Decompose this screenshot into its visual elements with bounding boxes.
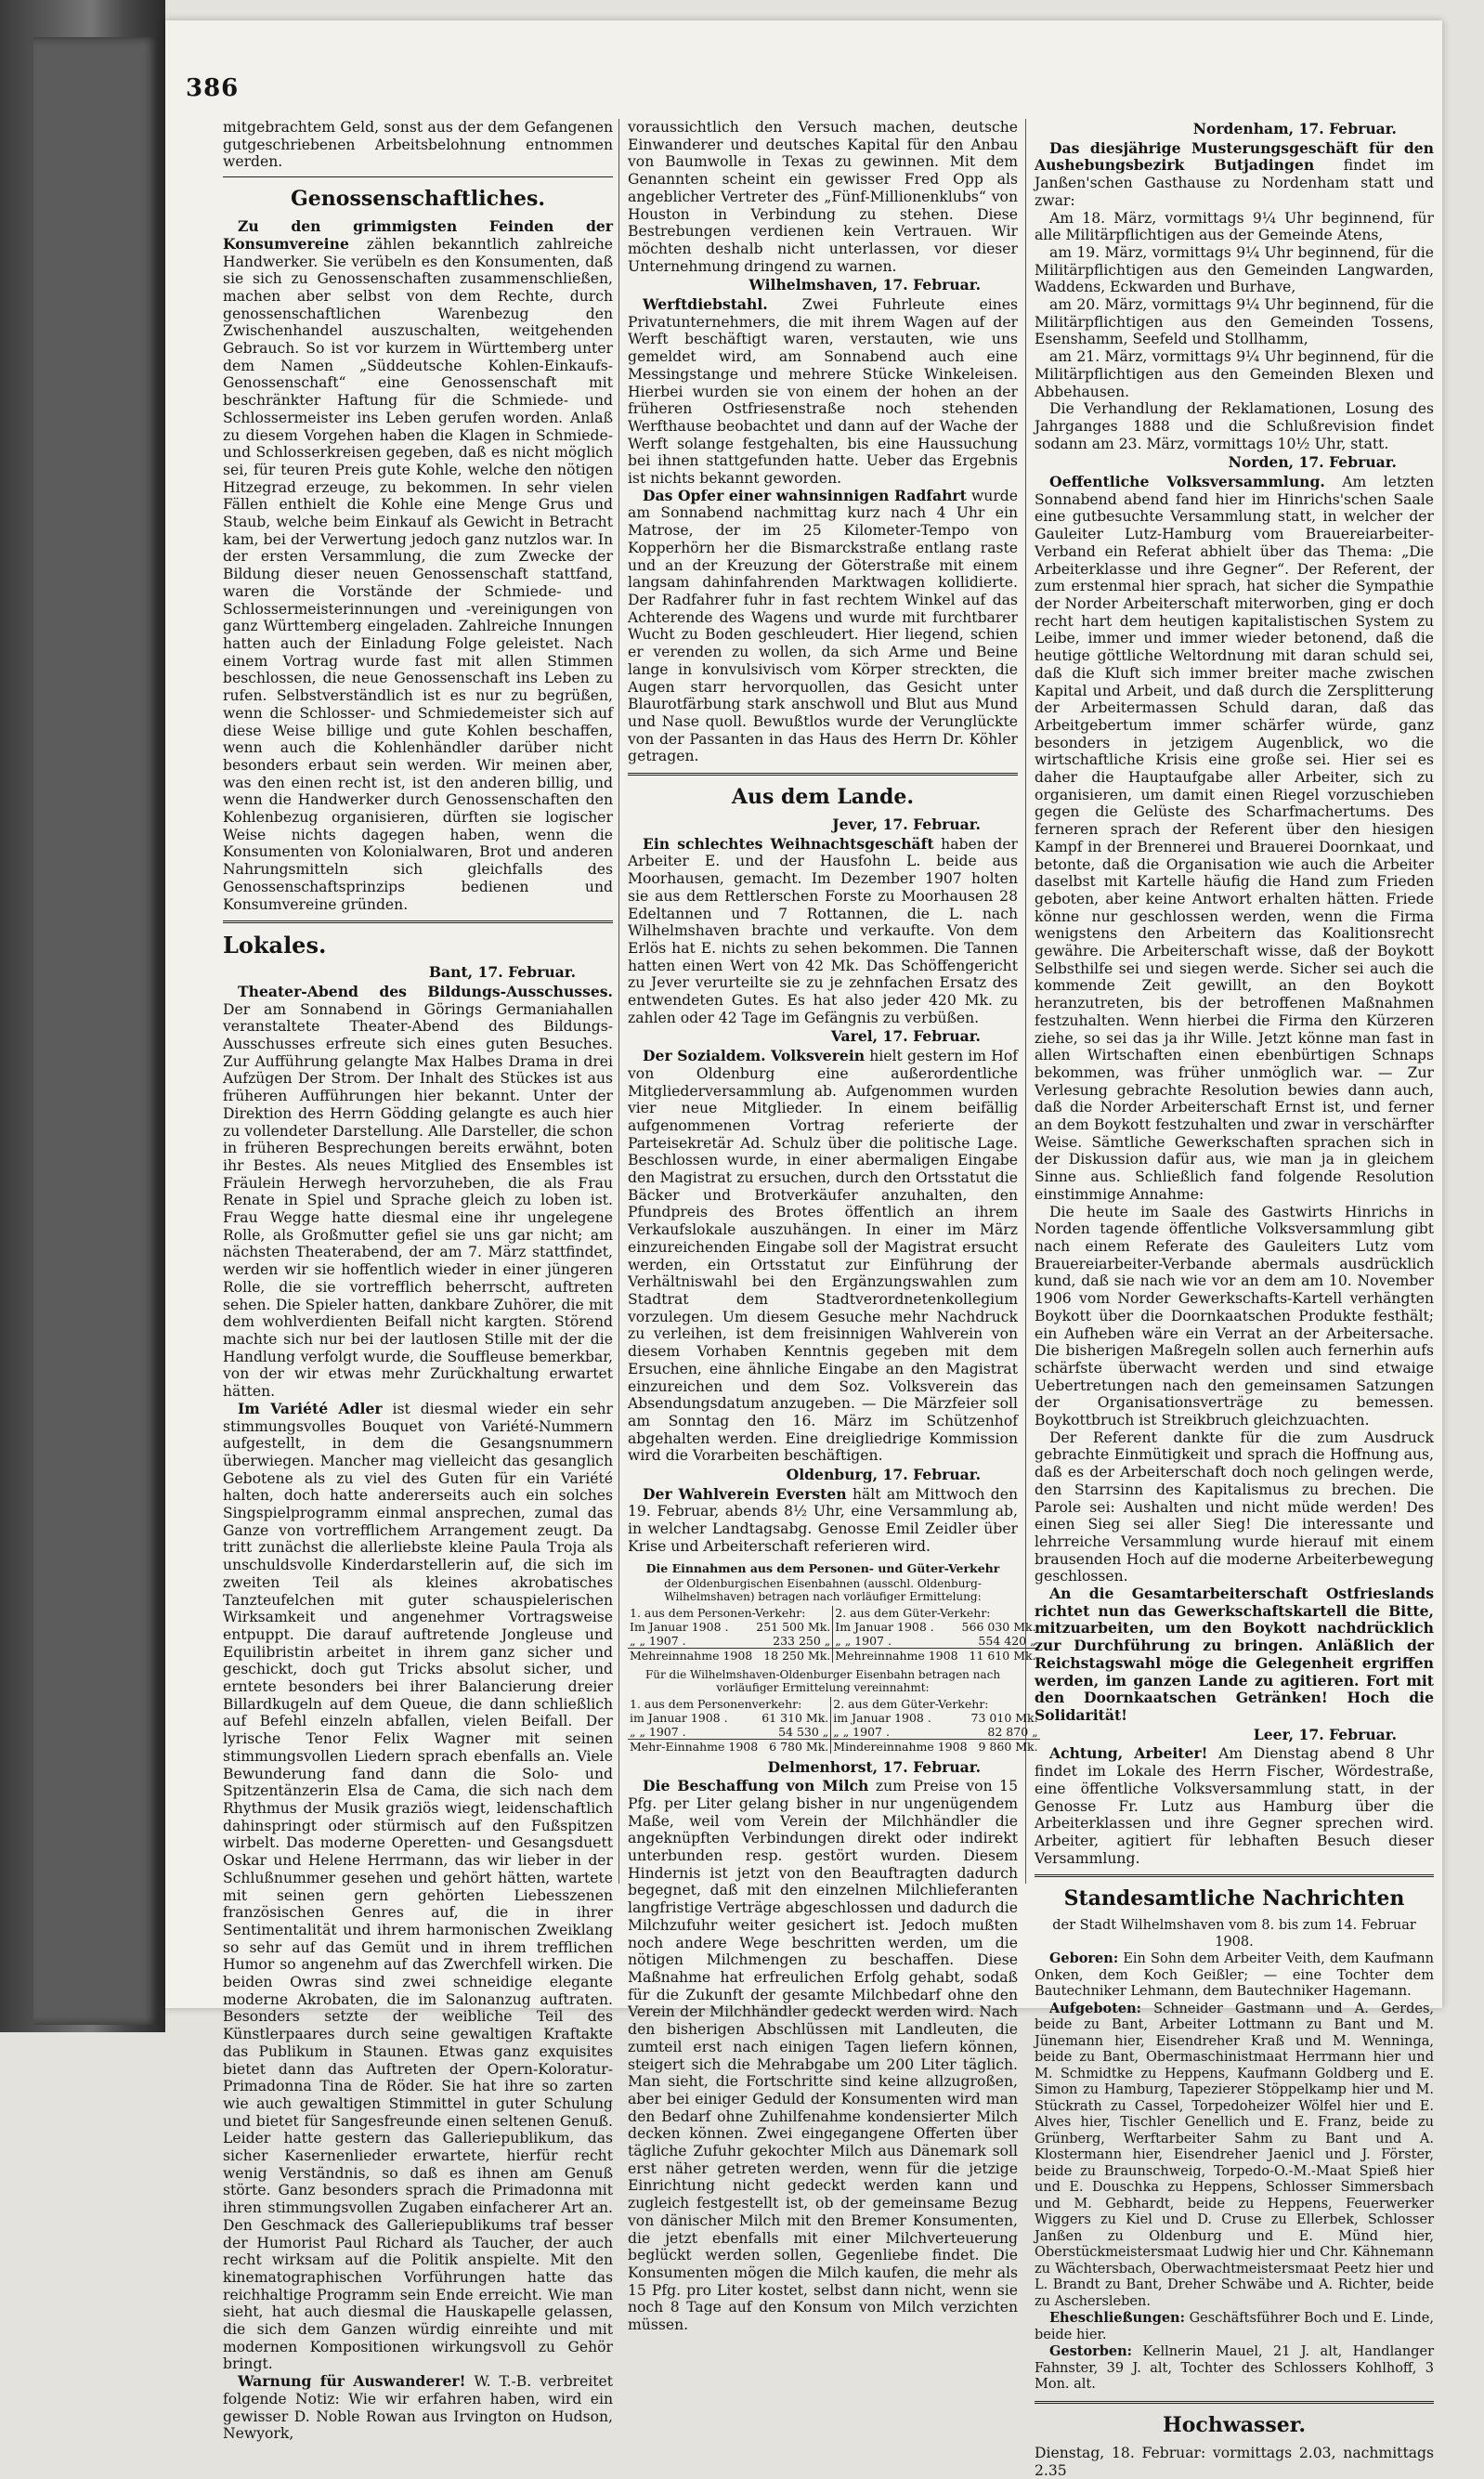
column-2 [628,119,1038,2334]
muster-date-item: am 19. März, vormittags 9¼ Uhr beginnend, für die Militärpflichtigen aus den Gemeinden Langwarden, Waddens, Eckwarden und Burhave, [1035,243,1434,296]
article-body: wurde am Sonnabend nachmittag kurz nach 4 Uhr ein Matrose, der im 25 Kilometer-Tempo von Kopperhörn her die Bismarckstraße entlang raste und an der Kreuzung der Göterstraße mit einem langsam dahinfahrenden Marktwagen kollidierte. Der Radfahrer fuhr in fast rechtem Winkel auf das Achterende des Wagens und wurde mit furchtbarer Wucht zu Boden geschleudert. Hier liegend, schien er verenden zu wollen, da sich Arme und Beine lange in konvulsivisch vom Körper streckten, die Augen starr hervorquollen, das Gesicht unter Blaurotfärbung stark anschwoll und Blut aus Mund und Nase quoll. Bewußtlos wurde der Verunglückte von der Passanten in das Haus des Herrn Dr. Köhler getragen. [628,487,1018,765]
rule [628,773,1018,776]
article-lead: Oeffentliche Volksversammlung. [1049,473,1325,491]
article-shipyard-theft [628,296,1018,488]
registry-label: Gestorben: [1049,2343,1133,2360]
article-variete [223,1401,613,2373]
dateline: Oldenburg, 17. Februar. [786,1466,981,1484]
dateline: Nordenham, 17. Februar. [1192,120,1397,137]
article-body: ist diesmal wieder ein sehr stimmungsvolles Bouquet von Variété-Nummern aufgestellt, in dem die Gesangsnummern überwiegen. Mancher mag vielleicht das gesanglich Gebotene als zu viel des Guten für ein Variété halten, doch hatte andererseits auch ein solches Singspielprogramm einmal ansprechen, zumal das Ganze von vortrefflichem Arrangement zeugt. Da tritt zunächst die allerliebste kleine Paula Troja als unschuldsvolle Kinderdarstellerin auf, die sich im zweiten Teil als kleines akrobatisches Tanzteufelchen mit guter schauspielerischen Wirksamkeit und angenehmer Vortragsweise entpuppt. Die darauf auftretende Jongleuse und Equilibristin arbeitet in ihrem ganz sicher und geschickt, doch gut Tricks absolut sicher, und erntete besonders bei ihrer Balancierung dreier Billardkugeln auf dem Queue, die dann schließlich auf Befehl einzeln abfallen, vielen Beifall. Der lyrische Tenor Felix Wagner mit seinen stimmungsvollen Liedern sprach ebenfalls an. Viele Bewunderung fand dann die Solo- und Spitzentänzerin Elsa de Cama, die sich nach dem Rhythmus der Musik graziös wiegt, leidenschaftlich dahinspringt oder stürmisch auf den Fußspitzen wirbelt. Das moderne Operetten- und Gesangsduett Oskar und Helene Herrmann, das wir lieber in der Schlußnummer gesehen und gehört hätten, wartete mit seinen gern gehörten Liebesszenen französischen Genres auf, die in ihrer Sentimentalität und ihrem harmonischen Zweiklang so sehr auf das Gemüt und in ihrem trefflichen Humor so angenehm auf das Zwerchfell wirken. Die beiden Owras sind zwei schneidige elegante moderne Akrobaten, die im Salonanzug auftraten. Besonders setzte der weibliche Teil des Künstlerpaares durch seine gewaltigen Kraftakte das Publikum in Staunen. Etwas ganz exquisites bietet dann das Auftreten der Opern-Koloratur-Primadonna Tina de Röder. Sie hat ihre so zarten wie auch gewaltigen Stimmittel in guter Schulung und bietet für Sangesfreunde einen seltenen Genuß. Leider hatte gestern das Galleriepublikum, das sicher Kasernenlieder erwartete, hierfür recht wenig Verständnis, so daß es ihnen am Genuß störte. Ganz besonders sprach die Primadonna mit ihren stimmungsvollen Zugaben einfacherer Art an. Den Geschmack des Galleriepublikums traf besser der Humorist Paul Richard als Taucher, der auch recht wirksam auf die Politik anspielte. Mit den kinematographischen Vorführungen hatte das reichhaltige Programm sein Ende erreicht. Wie man sieht, hat auch diesmal die Hauskapelle gelassen, die sich dem Ganzen würdig einreihte und mit modernen Kompositionen wirkungsvoll zu Gehör bringt. [223,1400,614,2373]
dateline: Jever, 17. Februar. [832,815,981,834]
appeal-text: An die Gesamtarbeiterschaft Ostfrieslands richtet nun das Gewerkschaftskartell die Bitte, mitzuarbeiten, um den Boykott nachdrücklich zur Durchführung zu bringen. Anläßlich der Reichstagswahl möge die Gelegenheit ergriffen werden, im ganzen Lande zu agitieren. Fort mit den Doornkaatschen Getränken! Hoch die Solidarität! [1035,1585,1434,1724]
table-cell: 9 860 Mk. [970,1739,1040,1754]
article-body: Der Referent dankte für die zum Ausdruck gebrachte Einmütigkeit und sprach die Hoffnung aus, daß es der Arbeiterschaft doch noch gelingen werde, den Starrsinn des Kapitalismus zu brechen. Die Parole sei: Aushalten und nicht müde werden! Des einen Sieg sei aller Sieg! Die interessante und lehrreiche Versammlung wurde hierauf mit einem brausenden Hoch auf die moderne Arbeiterbewegung geschlossen. [1035,1429,1434,1585]
table-row [628,1725,1040,1740]
registry-marriages [1035,2310,1434,2343]
dateline: Bant, 17. Februar. [428,963,576,982]
article-bicycle-accident [628,488,1018,765]
revenue-table-oldenburg [628,1606,1038,1663]
muster-date-item: Am 18. März, vormittags 9¼ Uhr beginnend, für alle Militärpflichtigen aus der Gemeinde Atens, [1035,209,1434,244]
article-body: Der am Sonnabend in Görings Germaniahallen veranstaltete Theater-Abend des Bildungs-Ausschusses erfreute sich eines guten Besuches. Zur Aufführung gelangte Max Halbes Drama in drei Aufzügen Der Strom. Der Inhalt des Stückes ist aus früheren Aufführungen hier bekannt. Unter der Direktion des Herrn Gödding gelangte es auch hier zu vollendeter Darstellung. Alle Darsteller, die schon in früheren Besprechungen bereits erwähnt, boten ihr Bestes. Als neues Mitglied des Ensembles ist Fräulein Herwegh hervorzuheben, die als Frau Renate in Spiel und Sprache gleich zu loben ist. Frau Wegge hatte diesmal eine ihr ungelegene Rolle, als Großmutter gefiel sie uns gar nicht; am nächsten Theaterabend, der am 7. März stattfindet, werden wir sie hoffentlich wieder in einer jüngeren Rolle, die sie vortrefflich beherrscht, auftreten sehen. Die Spieler hatten, dankbare Zuhörer, die mit dem wohlverdienten Beifall nicht kargten. Störend machte sich nur bei der lautlosen Stille mit der die Handlung verfolgt wurde, die Souffleuse bemerkbar, von der wir etwas mehr Zurückhaltung erwartet hätten. [223,1000,613,1401]
dateline: Norden, 17. Februar. [1228,453,1397,472]
section-title-local: Lokales. [223,932,327,959]
high-water-times: Dienstag, 18. Februar: vormittags 2.03, nachmittags 2.35 [1035,2444,1434,2479]
carryover-text: voraussichtlich den Versuch machen, deutsche Einwanderer und deutsches Kapital für den Anbau von Baumwolle in Texas zu gewinnen. Mit dem Genannten scheint ein gewisser Fred Opp als angeblicher Vertreter des „Fünf-Millionenklubs“ von Houston in Verbindung zu stehen. Diese Bestrebungen verdienen kein Vertrauen. Wir möchten deshalb nicht unterlassen, vor dieser Unternehmung dringend zu warnen. [628,119,1018,275]
registry-body: Ein Sohn dem Arbeiter Veith, dem Kaufmann Onken, dem Koch Geißler; — eine Tochter dem Bautechniker Lehmann, dem Bautechniker Hagemann. [1035,1951,1434,2000]
registry-label: Aufgeboten: [1049,2000,1142,2016]
table-sum-row [628,1739,1040,1754]
article-lead: Zu den grimmigsten Feinden der Konsumvereine [223,217,613,253]
table-cell: 18 250 Mk. [754,1648,833,1663]
dateline: Delmenhorst, 17. Februar. [767,1757,981,1776]
table-cell: 554 420 „ [978,1633,1036,1648]
section-title-cooperative: Genossenschaftliches. [290,187,546,212]
table-cell: 251 500 Mk. [756,1619,831,1634]
article-christmas-trees [628,836,1018,1027]
article-wahlverein [628,1486,1018,1556]
table-cell: im Januar 1908 . [831,1711,970,1725]
revenue-table-title: Die Einnahmen aus dem Personen- und Güter-Verkehr [645,1560,1000,1575]
section-title-country: Aus dem Lande. [731,785,915,810]
page-stack-edge [33,37,160,2025]
registry-banns [1035,2001,1434,2311]
article-body: Am Dienstag abend 8 Uhr findet im Lokale des Herrn Fischer, Wördestraße, eine öffentliche Volksversammlung statt, in der Genosse Fr. Lutz aus Hamburg über die Arbeiterklassen und ihre Gegner sprechen wird. Arbeiter, agitiert für lebhaften Besuch dieser Versammlung. [1035,1745,1434,1867]
column-1 [223,119,614,2443]
article-body: Am letzten Sonnabend abend fand hier im Hinrichs'schen Saale eine gutbesuchte Versammlung statt, in welcher der Gauleiter Lutz-Hamburg vom Brauereiarbeiter-Verband ein Referat abhielt über das Thema: „Die Arbeiterklasse und ihre Gegner“. Der Referent, der zum erstenmal hier sprach, hat sicher die Sympathie der Norder Arbeiterschaft miterworben, ging er doch recht hart dem heutigen kapitalistischen System zu Leibe, immer und immer wieder betonend, daß die heutige göttliche Weltordnung mit daran schuld sei, daß die Kluft sich immer breiter mache zwischen Kapital und Arbeit, und daß durch die Zersplitterung der Arbeitermassen Schuld daran, daß das Arbeitgebertum immer schärfer würde, ganz besonders in jetzigem Augenblick, wo die wirtschaftliche Krisis eine große sei. Hier sei es daher die Hauptaufgabe aller Arbeiter, sich zu organisieren, um damit einen Riegel vorzuschieben gegen die Gelüste des Scharfmachertums. Des ferneren sprach der Referent über den hiesigen Kampf in der Brennerei und Brauerei Doornkaat, und betonte, daß die Organisation wie auch die Arbeiter daselbst mit Kartelle häufig die Hand zum Frieden geboten, aber keine Antwort erhalten hätten. Friede könne nur geschlossen werden, wenn die Firma wenigstens den Arbeitern das Koalitionsrecht gewähre. Die Arbeiterschaft wisse, daß der Boykott Selbsthilfe sei und siegen werde. Sicher sei auch die kommende Zeit gewillt, an den Boykott heranzutreten, bis der betroffenen Maßnahmen festzuhalten. Wenn hierbei die Firma den Kürzeren ziehe, so sei das ja ihr Wille. Jetzt könne man fast in allen Wirtschaften einen ebenbürtigen Schnaps bekommen, was früher unmöglich war. — Zur Verlesung gebrachte Resolution bewies dann auch, daß die Norder Arbeiterschaft Ernst ist, und ferner an dem Boykott festzuhalten und zwar in verschärfter Weise. Sämtliche Gewerkschaften sprachen sich in der Diskussion dafür aus, wie man ja in gleichem Sinne aus. Schließlich fand folgende Resolution einstimmige Annahme: [1035,474,1434,1203]
article-lead: Der Sozialdem. Volksverein [643,1047,866,1065]
rule [223,920,613,923]
table-cell: im Januar 1908 . [630,1710,728,1725]
article-milk-supply [628,1778,1018,2334]
table-cell: „ „ 1907 . [630,1633,686,1648]
table-cell: 233 250 „ [773,1633,831,1648]
rule [1035,2401,1434,2404]
article-body: Zwei Fuhrleute eines Privatunternehmers, die mit ihrem Wagen auf der Werft beschäftigt waren, verstauten, wie uns gemeldet wird, am Sonnabend auch eine Messingstange und mehrere Stücke Winkeleisen. Hierbei wurden sie von einem der hohen an der früheren Ostfriesenstraße noch stehenden Werfthause beobachtet und dann auf der Wache der Werft solange festgehalten, bis eine Haussuchung bei ihnen stattgefunden hatte. Ueber das Ergebnis ist nichts bekannt geworden. [628,296,1018,488]
table-sum-row [628,1648,1038,1663]
table-row [628,1620,1038,1634]
article-lead: Das Opfer einer wahnsinnigen Radfahrt [643,486,967,504]
article-body: findet im Janßen'schen Gasthause zu Nordenham statt und zwar: [1035,157,1434,209]
table-cell: 6 780 Mk. [760,1739,831,1754]
article-lead: Werftdiebstahl. [643,295,768,314]
dateline: Wilhelmshaven, 17. Februar. [749,276,981,294]
carryover-text: mitgebrachtem Geld, sonst aus der dem Gefangenen gutgeschriebenen Arbeitsbelohnung entnommen werden. [223,119,613,171]
article-lead: Die Beschaffung von Milch [643,1777,869,1795]
muster-date-item: am 21. März, vormittags 9¼ Uhr beginnend, für die Militärpflichtigen aus den Gemeinden Blexen und Abbehausen. [1035,348,1434,400]
table-cell: 11 610 Mk. [960,1648,1038,1663]
rule [223,176,613,177]
article-body: haben der Arbeiter E. und der Hausfohn L. beide aus Moorhausen, gemacht. Im Dezember 1907 holten sie aus dem Rettlerschen Forste zu Moorhausen 28 Edeltannen und 7 Rottannen, die L. nach Wilhelmshaven brachte und verkaufte. Von dem Erlös hat E. nichts zu sehen bekommen. Die Tannen hatten einen Wert von 42 Mk. Das Schöffengericht zu Jever verurteilte sie zu je zehnfachen Ersatz des entwendeten Gutes. Es hat also jeder 420 Mk. zu zahlen oder 42 Tage im Gefängnis zu verbüßen. [628,835,1018,1026]
section-title-high-water: Hochwasser. [1162,2412,1307,2437]
table-cell: Mindereinnahme 1908 [831,1739,970,1754]
table-row [628,1711,1040,1725]
table-cell: Mehreinnahme 1908 [630,1648,753,1663]
dateline: Leer, 17. Februar. [1253,1725,1397,1743]
table-cell: Mehreinnahme 1908 [833,1648,960,1663]
article-lead: Der Wahlverein Eversten [643,1484,847,1503]
registry-subtitle: der Stadt Wilhelmshaven vom 8. bis zum 14. Februar 1908. [1052,1918,1416,1950]
article-lead: Achtung, Arbeiter! [1049,1744,1208,1763]
article-lead: Das diesjährige Musterungsgeschäft für den Aushebungsbezirk Butjadingen [1035,138,1434,175]
article-body: zählen bekanntlich zahlreiche Handwerker. Sie verübeln es den Konsumenten, daß sie sich zu Genossenschaften zusammenschließen, machen aber selbst von dem Rechte, durch genossenschaftlichen Warenbezug den Zwischenhandel auszuschalten, weitgehenden Gebrauch. So ist vor kurzem in Württemberg unter dem Namen „Süddeutsche Kohlen-Einkaufs-Genossenschaft“ eine Genossenschaft mit beschränkter Haftung für die Schmiede- und Schlossermeister ins Leben gerufen worden. Anlaß zu diesem Vorgehen haben die Klagen in Schmiede- und Schlosserkreisen gegeben, daß es nicht möglich sei, für teuren Preis gute Kohle, welche den nötigen Hitzegrad erzeuge, zu bekommen. In sehr vielen Fällen enthielt die Kohle eine Menge Grus und Staub, welche beim Einkauf als Gewicht in Betracht kam, bei der Verwertung jedoch ganz nutzlos war. In der ersten Versammlung, die zum Zwecke der Bildung dieser neuen Genossenschaft stattfand, waren die Vorstände der Schmiede- und Schlossermeisterinnungen und -vereinigungen von ganz Württemberg eingeladen. Zahlreiche Innungen hatten auch der Einladung Folge geleistet. Nach einem Vortrag wurde fast mit allen Stimmen beschlossen, die neue Genossenschaft ins Leben zu rufen. Selbstverständlich ist es nur zu begrüßen, wenn die Schlosser- und Schmiedemeister sich auf diese Weise billige und gute Kohlen beschaffen, wenn auch die Kohlenhändler darüber nicht besonders erbaut sein werden. Wir meinen aber, was den einen recht ist, ist den anderen billig, und wenn die Handwerker durch Genossenschaften den Kohlenbezug organisieren, dürften sie logischer Weise nichts dagegen haben, wenn die Konsumenten von Kolonialwaren, Brot und anderen Nahrungsmitteln sich gleichfalls des Genossenschaftsprinzips bedienen und Konsumvereine gründen. [223,235,613,913]
table-cell: „ „ 1907 . [630,1724,686,1739]
table-cell: 73 010 Mk. [970,1710,1038,1725]
page-number: 386 [186,74,240,102]
table-cell: 82 870 „ [987,1724,1038,1739]
muster-date-item: am 20. März, vormittags 9¼ Uhr beginnend, für die Militärpflichtigen aus den Gemeinden Tossens, Esenshamm, Seefeld und Stollhamm, [1035,296,1434,348]
revenue-table-subtitle: der Oldenburgischen Eisenbahnen (ausschl. Oldenburg-Wilhelmshaven) betragen nach vorläufiger Ermittelung: [664,1576,982,1603]
registry-body: Kellnerin Mauel, 21 J. alt, Handlanger Fahnster, 39 J. alt, Tochter des Schlossers Kohlhoff, 3 Mon. alt. [1035,2344,1434,2393]
column-divider [618,119,619,1884]
table-head: 1. aus dem Personenverkehr: [630,1696,802,1711]
article-public-assembly [1035,474,1434,1204]
article-body: Die Verhandlung der Reklamationen, Losung des Jahrganges 1888 und die Schlußrevision findet sodann am 23. März, vormittags 10½ Uhr, statt. [1035,400,1434,452]
column-3 [1035,119,1434,2479]
article-muster [1035,140,1434,210]
table-cell: „ „ 1907 . [831,1725,970,1740]
dateline: Varel, 17. Februar. [830,1027,981,1046]
registry-body: Geschäftsführer Boch und E. Linde, beide hier. [1035,2311,1434,2342]
article-theater-evening [223,984,613,1401]
table-cell: „ „ 1907 . [833,1634,960,1649]
registry-deaths [1035,2343,1434,2394]
table-cell: 61 310 Mk. [762,1710,829,1725]
table-cell: Im Januar 1908 . [630,1619,729,1634]
table-cell: 54 530 „ [778,1724,829,1739]
article-lead: Im Variété Adler [238,1399,383,1417]
registry-body: Schneider Gastmann und A. Gerdes, beide zu Bant, Arbeiter Lottmann zu Bant und M. Jünemann hier, Eisendreher Kraß und M. Wenninga, beide zu Bant, Obermaschinistmaat Herrmann hier und M. Schmidtke zu Heppens, Kaufmann Goldberg und E. Simon zu Hamburg, Tapezierer Stöppelkamp hier und M. Stückrath zu Cassel, Torpedoheizer Wölfel hier und E. Alves hier, Tischler Genellich und E. Franz, beide zu Grünberg, Werftarbeiter Sahm zu Bant und A. Klostermann hier, Eisendreher Jaenicl und J. Förster, beide zu Braunschweig, Torpedo-O.-M.-Maat Spieß hier und E. Douschka zu Heppens, Schlosser Simmersbach und M. Gebhardt, beide zu Heppens, Feuerwerker Wiggers zu Kiel und D. Cruse zu Ellerbek, Schlosser Janßen zu Oldenburg und E. Münd hier, Oberstückmeistersmaat Ludwig hier und Chr. Kähnemann zu Wächtersbach, Oberwachtmeistersmaat Peetz hier und L. Brandt zu Bant, Dreher Schwäbe und A. Richter, beide zu Aschersleben. [1035,2001,1434,2309]
revenue-table-wilhelmshaven [628,1697,1040,1754]
rule [1035,1874,1434,1877]
article-attention-workers [1035,1745,1434,1867]
table-head: 1. aus dem Personen-Verkehr: [630,1605,806,1620]
table-cell: Im Januar 1908 . [833,1620,960,1634]
article-lead: Ein schlechtes Weihnachtsgeschäft [643,834,934,853]
registry-label: Eheschließungen: [1049,2310,1185,2327]
registry-births [1035,1951,1434,2001]
table-head: 2. aus dem Güter-Verkehr: [831,1697,1040,1711]
registry-label: Geboren: [1049,1951,1119,1967]
article-body: zum Preise von 15 Pfg. per Liter gelang bisher in nur ungenügendem Maße, weil vom Verein der Milchhändler die angeknüpften Verbindungen direkt oder indirekt unterbunden resp. gestört wurden. Diesem Hindernis ist jetzt von den Beauftragten dadurch begegnet, daß mit den einzelnen Milchlieferanten langfristige Verträge abgeschlossen und dadurch die Milchzufuhr weiter gesichert ist. Jedoch mußten noch andere Wege beschritten werden, um die nötigen Milchmengen zu beschaffen. Diese Maßnahme hat erfreulichen Erfolg gehabt, sodaß für die Zukunft der gesamte Milchbedarf ohne den Verein der Milchhändler gedeckt werden wird. Nach den bisherigen Abschlüssen mit Landleuten, die zumteil erst nach einigen Tagen liefern können, steigert sich die Mehrabgabe um 200 Liter täglich. Man sieht, die Fortschritte sind keine allzugroßen, aber bei einiger Geduld der Konsumenten wird man den Bedarf ohne Zuhilfenahme kondensierter Milch decken können. Zwei eingegangene Offerten über tägliche Zufuhr gekochter Milch aus Dänemark soll erst näher getreten werden, wenn für die jetzige Einrichtung nicht gedeckt werden kann und zugleich festgestellt ist, ob der gemeinsame Bezug von dänischer Milch mit den Bremer Konsumenten, die jetzt ebenfalls mit einer Milchverteuerung beglückt werden sollen, Gegenliebe findet. Die Konsumenten mögen die Milch kaufen, die mehr als 15 Pfg. pro Liter kostet, selbst dann nicht, wenn sie noch 8 Tage auf den Konsum von Milch verzichten müssen. [628,1778,1018,2334]
table-cell: 566 030 Mk. [961,1619,1036,1634]
article-emigrant-warning [223,2373,613,2443]
article-lead: Warnung für Auswanderer! [238,2372,466,2391]
article-body: hielt gestern im Hof von Oldenburg eine außerordentliche Mitgliederversammlung ab. Aufgenommen wurden vier neue Mitglieder. In einem beifällig aufgenommenen Vortrag referierte der Parteisekretär Ad. Schulz über die politische Lage. Beschlossen wurde, in einer abermaligen Eingabe den Magistrat zu ersuchen, durch den Ortsstatut die Bäcker und Brotverkäufer anzuhalten, den Pfundpreis des Brotes öffentlich an ihrem Verkaufslokale auszuhängen. In einer im März einzureichenden Eingabe soll der Magistrat ersucht werden, ein Ortsstatut zur Einführung der Verhältniswahl bei den Ergänzungswahlen zum Stadtrat dem Stadtverordnetenkollegium vorzulegen. Um diesem Gesuche mehr Nachdruck zu verleihen, ist dem freisinnigen Wahlverein von diesem Vorhaben Kenntnis gegeben mit dem Ersuchen, eine ähnliche Eingabe an den Magistrat einzureichen und dem Soz. Volksverein das Absendungsdatum anzugeben. — Die Märzfeier soll am Sonntag den 16. März im Schützenhof abgehalten werden. Eine dreigliedrige Kommission wird die Vorarbeiten beschäftigen. [628,1048,1018,1465]
resolution-text: Die heute im Saale des Gastwirts Hinrichs in Norden tagende öffentliche Volksversammlung gibt nach einem Referate des Gauleiters Lutz vom Brauereiarbeiter-Verbande abermals ausdrücklich kund, daß sie nach wie vor an dem am 10. November 1906 vom Norder Gewerkschafts-Kartell verhängten Boykott über die Doornkaatschen Produkte festhält; ein Aufheben wäre ein Verrat an der Arbeitersache. Die bisherigen Maßregeln sollen auch fernerhin aufs schärfste überwacht werden und sind etwaige Uebertretungen nach den gemeinsamen Satzungen der Organisationsverträge zu bemessen. Boykottbruch ist Streikbruch gleichzuachten. [1035,1203,1434,1429]
article-consumer-cooperatives [223,218,613,913]
article-volksverein [628,1048,1018,1465]
section-title-registry: Standesamtliche Nachrichten [1063,1886,1405,1911]
revenue-table-subtitle: Für die Wilhelmshaven-Oldenburger Eisenbahn betragen nach vorläufiger Ermittelung vereinnahmt: [644,1667,1001,1694]
table-head: 2. aus dem Güter-Verkehr: [833,1606,1038,1620]
table-cell: Mehr-Einnahme 1908 [630,1739,759,1754]
article-body: hält am Mittwoch den 19. Februar, abends 8½ Uhr, eine Versammlung ab, in welcher Landtagsabg. Genosse Emil Zeidler über Krise und Arbeiterschaft referieren wird. [628,1485,1018,1555]
article-body: W. T.-B. verbreitet folgende Notiz: Wie wir erfahren haben, wird ein gewisser D. Noble Rowan aus Irvington on Hudson, Newyork, [223,2373,613,2443]
table-row [628,1634,1038,1649]
article-lead: Theater-Abend des Bildungs-Ausschusses. [238,982,613,1000]
